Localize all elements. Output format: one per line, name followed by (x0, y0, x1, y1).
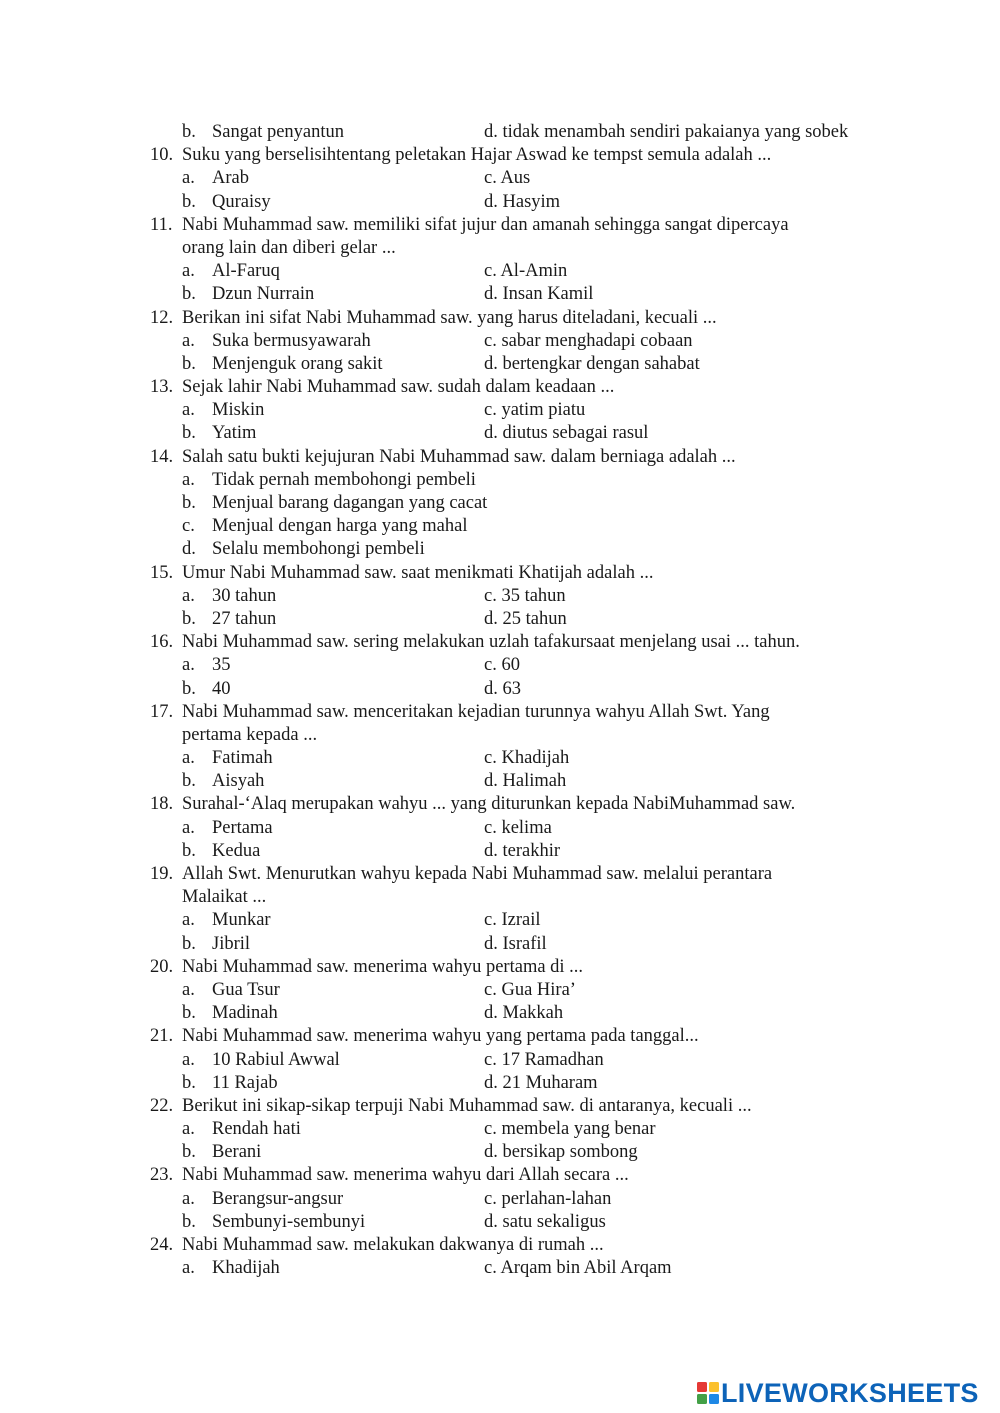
answer-options-row (0, 399, 1000, 422)
question-text: Nabi Muhammad saw. memiliki sifat jujur dan amanah sehingga sangat dipercaya (182, 214, 789, 235)
option-text: 30 tahun (212, 585, 277, 606)
logo-block-2 (709, 1382, 719, 1392)
question-row (0, 214, 1000, 237)
question-number: 19. (150, 864, 174, 884)
answer-option: d. terakhir (484, 840, 561, 861)
option-text: Rendah hati (212, 1119, 301, 1140)
question-number: 17. (150, 701, 174, 722)
question-number: 21. (150, 1026, 174, 1047)
question-row (0, 1095, 1000, 1118)
answer-options-row (0, 538, 1000, 561)
question-text: Salah satu bukti kejujuran Nabi Muhammad saw. dalam berniaga adalah ... (182, 446, 736, 467)
answer-option: c. 35 tahun (484, 585, 566, 606)
answer-option (182, 608, 276, 631)
option-letter: b. (182, 1003, 196, 1024)
answer-option (182, 191, 271, 214)
question-text: Sejak lahir Nabi Muhammad saw. sudah dalam keadaan ... (182, 377, 615, 398)
answer-option (182, 260, 280, 283)
answer-option: d. 21 Muharam (484, 1072, 598, 1093)
answer-options-row (0, 933, 1000, 956)
option-letter: b. (182, 191, 196, 212)
logo-block-3 (697, 1394, 707, 1404)
answer-option (182, 167, 249, 190)
question-number: 10. (150, 145, 174, 166)
answer-option: d. bertengkar dengan sahabat (484, 353, 700, 374)
question-row (0, 562, 1000, 585)
question-row (0, 956, 1000, 979)
answer-options-row (0, 1049, 1000, 1072)
option-letter: a. (182, 1119, 195, 1140)
answer-options-row (0, 1002, 1000, 1025)
answer-option: d. 63 (484, 678, 521, 699)
answer-option (182, 283, 314, 306)
answer-option (182, 1072, 278, 1095)
question-text: Nabi Muhammad saw. menerima wahyu yang pertama pada tanggal... (182, 1026, 699, 1047)
question-text-line: Malaikat ... (182, 887, 267, 908)
answer-options-row (0, 1141, 1000, 1164)
question-text-line: orang lain dan diberi gelar ... (182, 237, 396, 258)
answer-options-row (0, 654, 1000, 677)
answer-option: c. Aus (484, 168, 531, 189)
option-text: Aisyah (212, 771, 265, 792)
option-letter: b. (182, 284, 196, 305)
answer-option: c. sabar menghadapi cobaan (484, 330, 693, 351)
option-text: Miskin (212, 400, 265, 421)
option-letter: b. (182, 1211, 196, 1232)
answer-option: d. Halimah (484, 771, 567, 792)
option-letter: a. (182, 469, 195, 490)
question-number: 24. (150, 1235, 174, 1255)
option-text: Suka bermusyawarah (212, 330, 371, 351)
answer-options-row (0, 121, 1000, 144)
answer-option: d. bersikap sombong (484, 1142, 638, 1163)
question-row (0, 1234, 1000, 1257)
answer-option (182, 909, 271, 932)
question-row (0, 144, 1000, 167)
answer-option: c. yatim piatu (484, 400, 586, 421)
answer-option (182, 353, 383, 376)
answer-option (182, 585, 276, 608)
answer-option (182, 538, 425, 561)
answer-options-row (0, 1211, 1000, 1234)
answer-options-row (0, 422, 1000, 445)
answer-option: c. Khadijah (484, 748, 570, 769)
question-row (0, 307, 1000, 330)
answer-option: d. Israfil (484, 933, 547, 954)
option-text: Selalu membohongi pembeli (212, 539, 425, 560)
question-number: 11. (150, 214, 173, 235)
answer-options-row (0, 353, 1000, 376)
answer-options-row (0, 770, 1000, 793)
question-number: 13. (150, 377, 174, 398)
option-text: Yatim (212, 423, 257, 444)
question-text-line: pertama kepada ... (182, 724, 318, 745)
answer-options-row (0, 191, 1000, 214)
answer-options-row (0, 330, 1000, 353)
option-letter: d. (182, 539, 196, 560)
option-letter: a. (182, 400, 195, 421)
liveworksheets-logo[interactable] (697, 1377, 979, 1409)
answer-options-row (0, 608, 1000, 631)
answer-option: d. diutus sebagai rasul (484, 423, 649, 444)
answer-options-row (0, 585, 1000, 608)
question-text: Berikut ini sikap-sikap terpuji Nabi Muhammad saw. di antaranya, kecuali ... (182, 1095, 752, 1116)
option-letter: a. (182, 910, 195, 931)
answer-options-row (0, 817, 1000, 840)
answer-options-row (0, 1118, 1000, 1141)
answer-option: d. Insan Kamil (484, 284, 594, 305)
option-letter: a. (182, 979, 195, 1000)
question-number: 18. (150, 794, 174, 815)
option-text: 11 Rajab (212, 1072, 278, 1093)
option-text: Quraisy (212, 191, 271, 212)
answer-option: d. 25 tahun (484, 608, 567, 629)
question-text-continued (0, 886, 1000, 909)
answer-option (182, 469, 476, 492)
option-text: Sembunyi-sembunyi (212, 1211, 366, 1232)
answer-option (182, 1118, 301, 1141)
answer-options-row (0, 492, 1000, 515)
answer-option: d. tidak menambah sendiri pakaianya yang sobek (484, 122, 849, 142)
answer-options-row (0, 260, 1000, 283)
question-text: Surahal-‘Alaq merupakan wahyu ... yang diturunkan kepada NabiMuhammad saw. (182, 794, 796, 815)
question-text: Nabi Muhammad saw. sering melakukan uzlah tafakursaat menjelang usai ... tahun. (182, 632, 800, 653)
answer-option: c. 17 Ramadhan (484, 1049, 604, 1070)
answer-option: c. kelima (484, 817, 552, 838)
question-number: 14. (150, 446, 174, 467)
answer-option (182, 817, 273, 840)
answer-option: d. satu sekaligus (484, 1211, 606, 1232)
answer-option (182, 678, 231, 701)
answer-option (182, 399, 264, 422)
answer-options-row (0, 1188, 1000, 1211)
option-text: Menjual dengan harga yang mahal (212, 516, 468, 537)
question-text: Berikan ini sifat Nabi Muhammad saw. yang harus diteladani, kecuali ... (182, 307, 717, 328)
question-text: Umur Nabi Muhammad saw. saat menikmati Khatijah adalah ... (182, 562, 654, 583)
question-number: 20. (150, 956, 174, 977)
option-text: 27 tahun (212, 608, 277, 629)
answer-option (182, 121, 344, 144)
logo-block-1 (697, 1382, 707, 1392)
answer-option (182, 1141, 261, 1164)
option-letter: a. (182, 261, 195, 282)
option-letter: a. (182, 168, 195, 189)
option-text: 10 Rabiul Awwal (212, 1049, 340, 1070)
answer-options-row (0, 909, 1000, 932)
question-number: 16. (150, 632, 174, 653)
option-letter: b. (182, 493, 196, 513)
option-text: Berangsur-angsur (212, 1188, 344, 1209)
question-row (0, 446, 1000, 469)
option-text: Tidak pernah membohongi pembeli (212, 469, 476, 490)
answer-option (182, 1188, 343, 1211)
answer-option (182, 492, 487, 515)
question-row (0, 793, 1000, 816)
answer-option: d. Hasyim (484, 191, 561, 212)
option-text: Pertama (212, 817, 273, 838)
question-text: Nabi Muhammad saw. menerima wahyu dari Allah secara ... (182, 1165, 629, 1186)
option-text: 40 (212, 678, 231, 699)
question-text: Nabi Muhammad saw. melakukan dakwanya di rumah ... (182, 1235, 604, 1255)
option-letter: a. (182, 1258, 195, 1279)
option-letter: a. (182, 330, 195, 351)
answer-option (182, 747, 273, 770)
answer-options-row (0, 469, 1000, 492)
option-text: Gua Tsur (212, 979, 280, 1000)
option-letter: a. (182, 817, 195, 838)
answer-option: c. perlahan-lahan (484, 1188, 612, 1209)
answer-option (182, 1257, 280, 1280)
option-text: Munkar (212, 910, 271, 931)
answer-options-row (0, 979, 1000, 1002)
answer-options-row (0, 1257, 1000, 1280)
answer-option: d. Makkah (484, 1003, 564, 1024)
option-text: 35 (212, 655, 231, 676)
answer-option (182, 933, 250, 956)
question-text: Allah Swt. Menurutkan wahyu kepada Nabi Muhammad saw. melalui perantara (182, 864, 773, 884)
answer-option (182, 979, 280, 1002)
option-letter: b. (182, 771, 196, 792)
liveworksheets-logo-icon (697, 1382, 719, 1404)
answer-options-row (0, 283, 1000, 306)
question-row (0, 376, 1000, 399)
option-text: Kedua (212, 840, 261, 861)
option-letter: b. (182, 423, 196, 444)
option-text: Fatimah (212, 748, 273, 769)
option-letter: a. (182, 1049, 195, 1070)
option-text: Arab (212, 168, 249, 189)
answer-option (182, 422, 256, 445)
question-row (0, 631, 1000, 654)
worksheet-questions (0, 121, 1000, 1280)
question-text: Suku yang berselisihtentang peletakan Hajar Aswad ke tempst semula adalah ... (182, 145, 772, 166)
answer-options-row (0, 747, 1000, 770)
answer-option (182, 654, 231, 677)
option-text: Menjenguk orang sakit (212, 353, 383, 374)
answer-option (182, 1002, 278, 1025)
answer-option: c. Al-Amin (484, 261, 568, 282)
answer-option (182, 840, 260, 863)
option-text: Jibril (212, 933, 251, 954)
logo-block-4 (709, 1394, 719, 1404)
option-letter: a. (182, 655, 195, 676)
option-letter: b. (182, 933, 196, 954)
option-letter: b. (182, 1142, 196, 1163)
answer-option: c. Izrail (484, 910, 541, 931)
option-letter: b. (182, 608, 196, 629)
question-text: Nabi Muhammad saw. menceritakan kejadian turunnya wahyu Allah Swt. Yang (182, 701, 770, 722)
question-row (0, 1164, 1000, 1187)
question-number: 23. (150, 1165, 174, 1186)
option-letter: b. (182, 1072, 196, 1093)
option-letter: a. (182, 1188, 195, 1209)
answer-options-row (0, 840, 1000, 863)
question-text-continued (0, 237, 1000, 260)
liveworksheets-logo-text: LIVEWORKSHEETS (721, 1378, 979, 1408)
option-text: Menjual barang dagangan yang cacat (212, 493, 488, 513)
option-text: Khadijah (212, 1258, 280, 1279)
answer-option: c. 60 (484, 655, 520, 676)
option-letter: a. (182, 748, 195, 769)
option-text: Berani (212, 1142, 262, 1163)
option-text: Madinah (212, 1003, 278, 1024)
question-row (0, 701, 1000, 724)
answer-options-row (0, 1072, 1000, 1095)
answer-options-row (0, 167, 1000, 190)
option-letter: a. (182, 585, 195, 606)
answer-options-row (0, 678, 1000, 701)
answer-option: c. Arqam bin Abil Arqam (484, 1258, 672, 1279)
answer-options-row (0, 515, 1000, 538)
option-letter: c. (182, 516, 195, 537)
question-text: Nabi Muhammad saw. menerima wahyu pertama di ... (182, 956, 584, 977)
answer-option (182, 1211, 365, 1234)
option-text: Dzun Nurrain (212, 284, 315, 305)
question-number: 12. (150, 307, 174, 328)
question-number: 22. (150, 1095, 174, 1116)
option-letter: b. (182, 353, 196, 374)
answer-option: c. Gua Hira’ (484, 979, 576, 1000)
option-text: Al-Faruq (212, 261, 280, 282)
option-letter: b. (182, 678, 196, 699)
answer-option (182, 1049, 340, 1072)
question-row (0, 1025, 1000, 1048)
option-text: Sangat penyantun (212, 122, 345, 142)
answer-option (182, 515, 468, 538)
answer-option (182, 770, 264, 793)
question-row (0, 863, 1000, 886)
answer-option: c. membela yang benar (484, 1119, 656, 1140)
option-letter: b. (182, 122, 196, 142)
answer-option (182, 330, 371, 353)
question-text-continued (0, 724, 1000, 747)
option-letter: b. (182, 840, 196, 861)
question-number: 15. (150, 562, 174, 583)
